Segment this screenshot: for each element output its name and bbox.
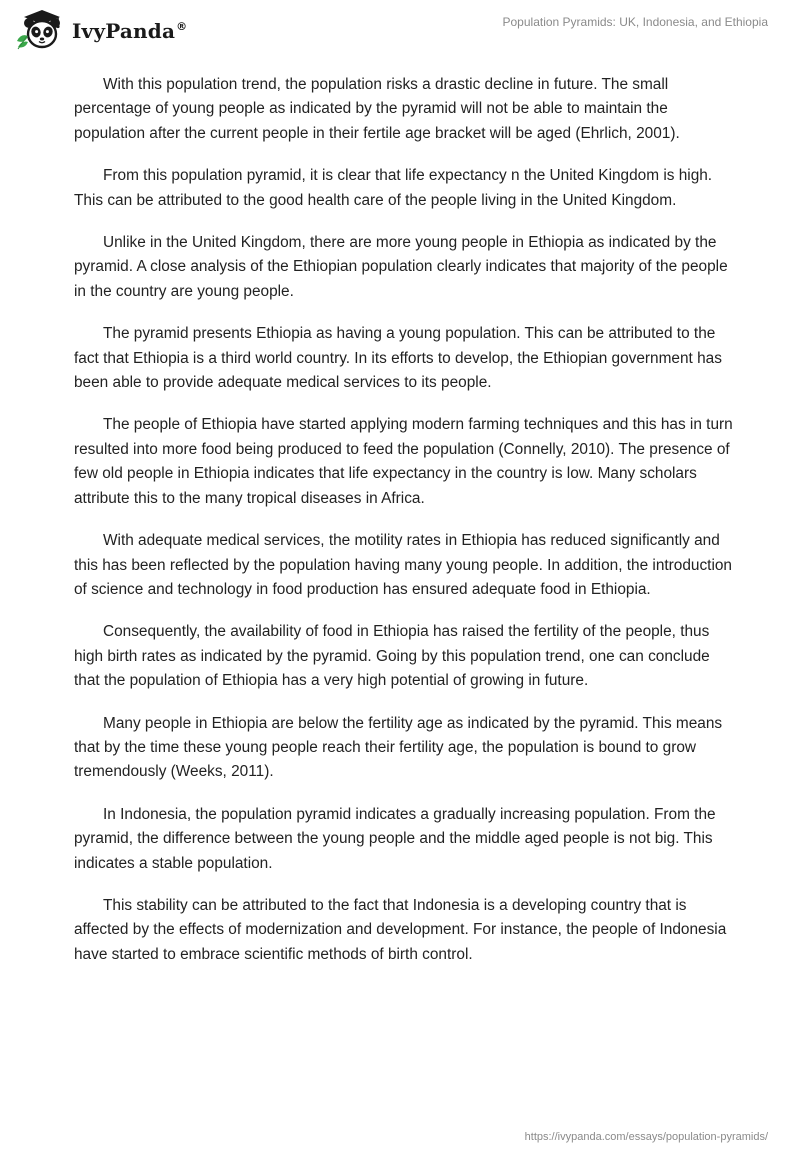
document-title: Population Pyramids: UK, Indonesia, and Ethiopia (502, 15, 768, 29)
paragraph: This stability can be attributed to the fact that Indonesia is a developing country that is affected by the effects of modernization and development. For instance, the people of Indonesia have started to embrace scientific methods of birth control. (74, 896, 727, 963)
paragraph: Consequently, the availability of food in Ethiopia has raised the fertility of the people, thus high birth rates as indicated by the pyramid. Going by this population trend, one can conclude that the population of Ethiopia has a very high potential of growing in future. (74, 623, 710, 690)
paragraph: With this population trend, the population risks a drastic decline in future. The small percentage of young people as indicated by the pyramid will not be able to maintain the population after the current people in their fertile age bracket will be aged (Ehrlich, 2001). (74, 76, 680, 142)
paragraph: With adequate medical services, the motility rates in Ethiopia has reduced significantly and this has been reflected by the population having many young people. In addition, the introduction of science and technology in food production has ensured adequate food in Ethiopia. (74, 532, 732, 598)
registered-mark: ® (176, 20, 188, 34)
paragraph: Unlike in the United Kingdom, there are more young people in Ethiopia as indicated by the pyramid. A close analysis of the Ethiopian population clearly indicates that majority of the people in the country are young people. (74, 234, 728, 300)
essay-body (74, 73, 734, 985)
page-header (0, 0, 800, 60)
paragraph: From this population pyramid, it is clear that life expectancy n the United Kingdom is high. This can be attributed to the good health care of the people living in the United Kingdom. (74, 167, 713, 209)
logo-wordmark: IvyPanda® (72, 19, 188, 43)
source-url[interactable]: https://ivypanda.com/essays/population-pyramids/ (524, 1131, 768, 1143)
ivypanda-logo[interactable] (14, 9, 187, 51)
paragraph: The pyramid presents Ethiopia as having a young population. This can be attributed to the fact that Ethiopia is a third world country. In its efforts to develop, the Ethiopian government has been able to provide adequate medical services to its people. (74, 325, 722, 392)
paragraph: Many people in Ethiopia are below the fertility age as indicated by the pyramid. This means that by the time these young people reach their fertility age, the population is bound to grow tremendously (Weeks, 2011). (74, 714, 723, 781)
panda-logo-icon (14, 9, 66, 51)
paragraph: The people of Ethiopia have started applying modern farming techniques and this has in turn resulted into more food being produced to feed the population (Connelly, 2010). The presence of few old people in Ethiopia indicates that life expectancy in the country is low. Many scholars attribute this to the many tropical diseases in Africa. (74, 416, 733, 507)
paragraph: In Indonesia, the population pyramid indicates a gradually increasing population. From the pyramid, the difference between the young people and the middle aged people is not big. This indicates a stable population. (74, 805, 716, 872)
